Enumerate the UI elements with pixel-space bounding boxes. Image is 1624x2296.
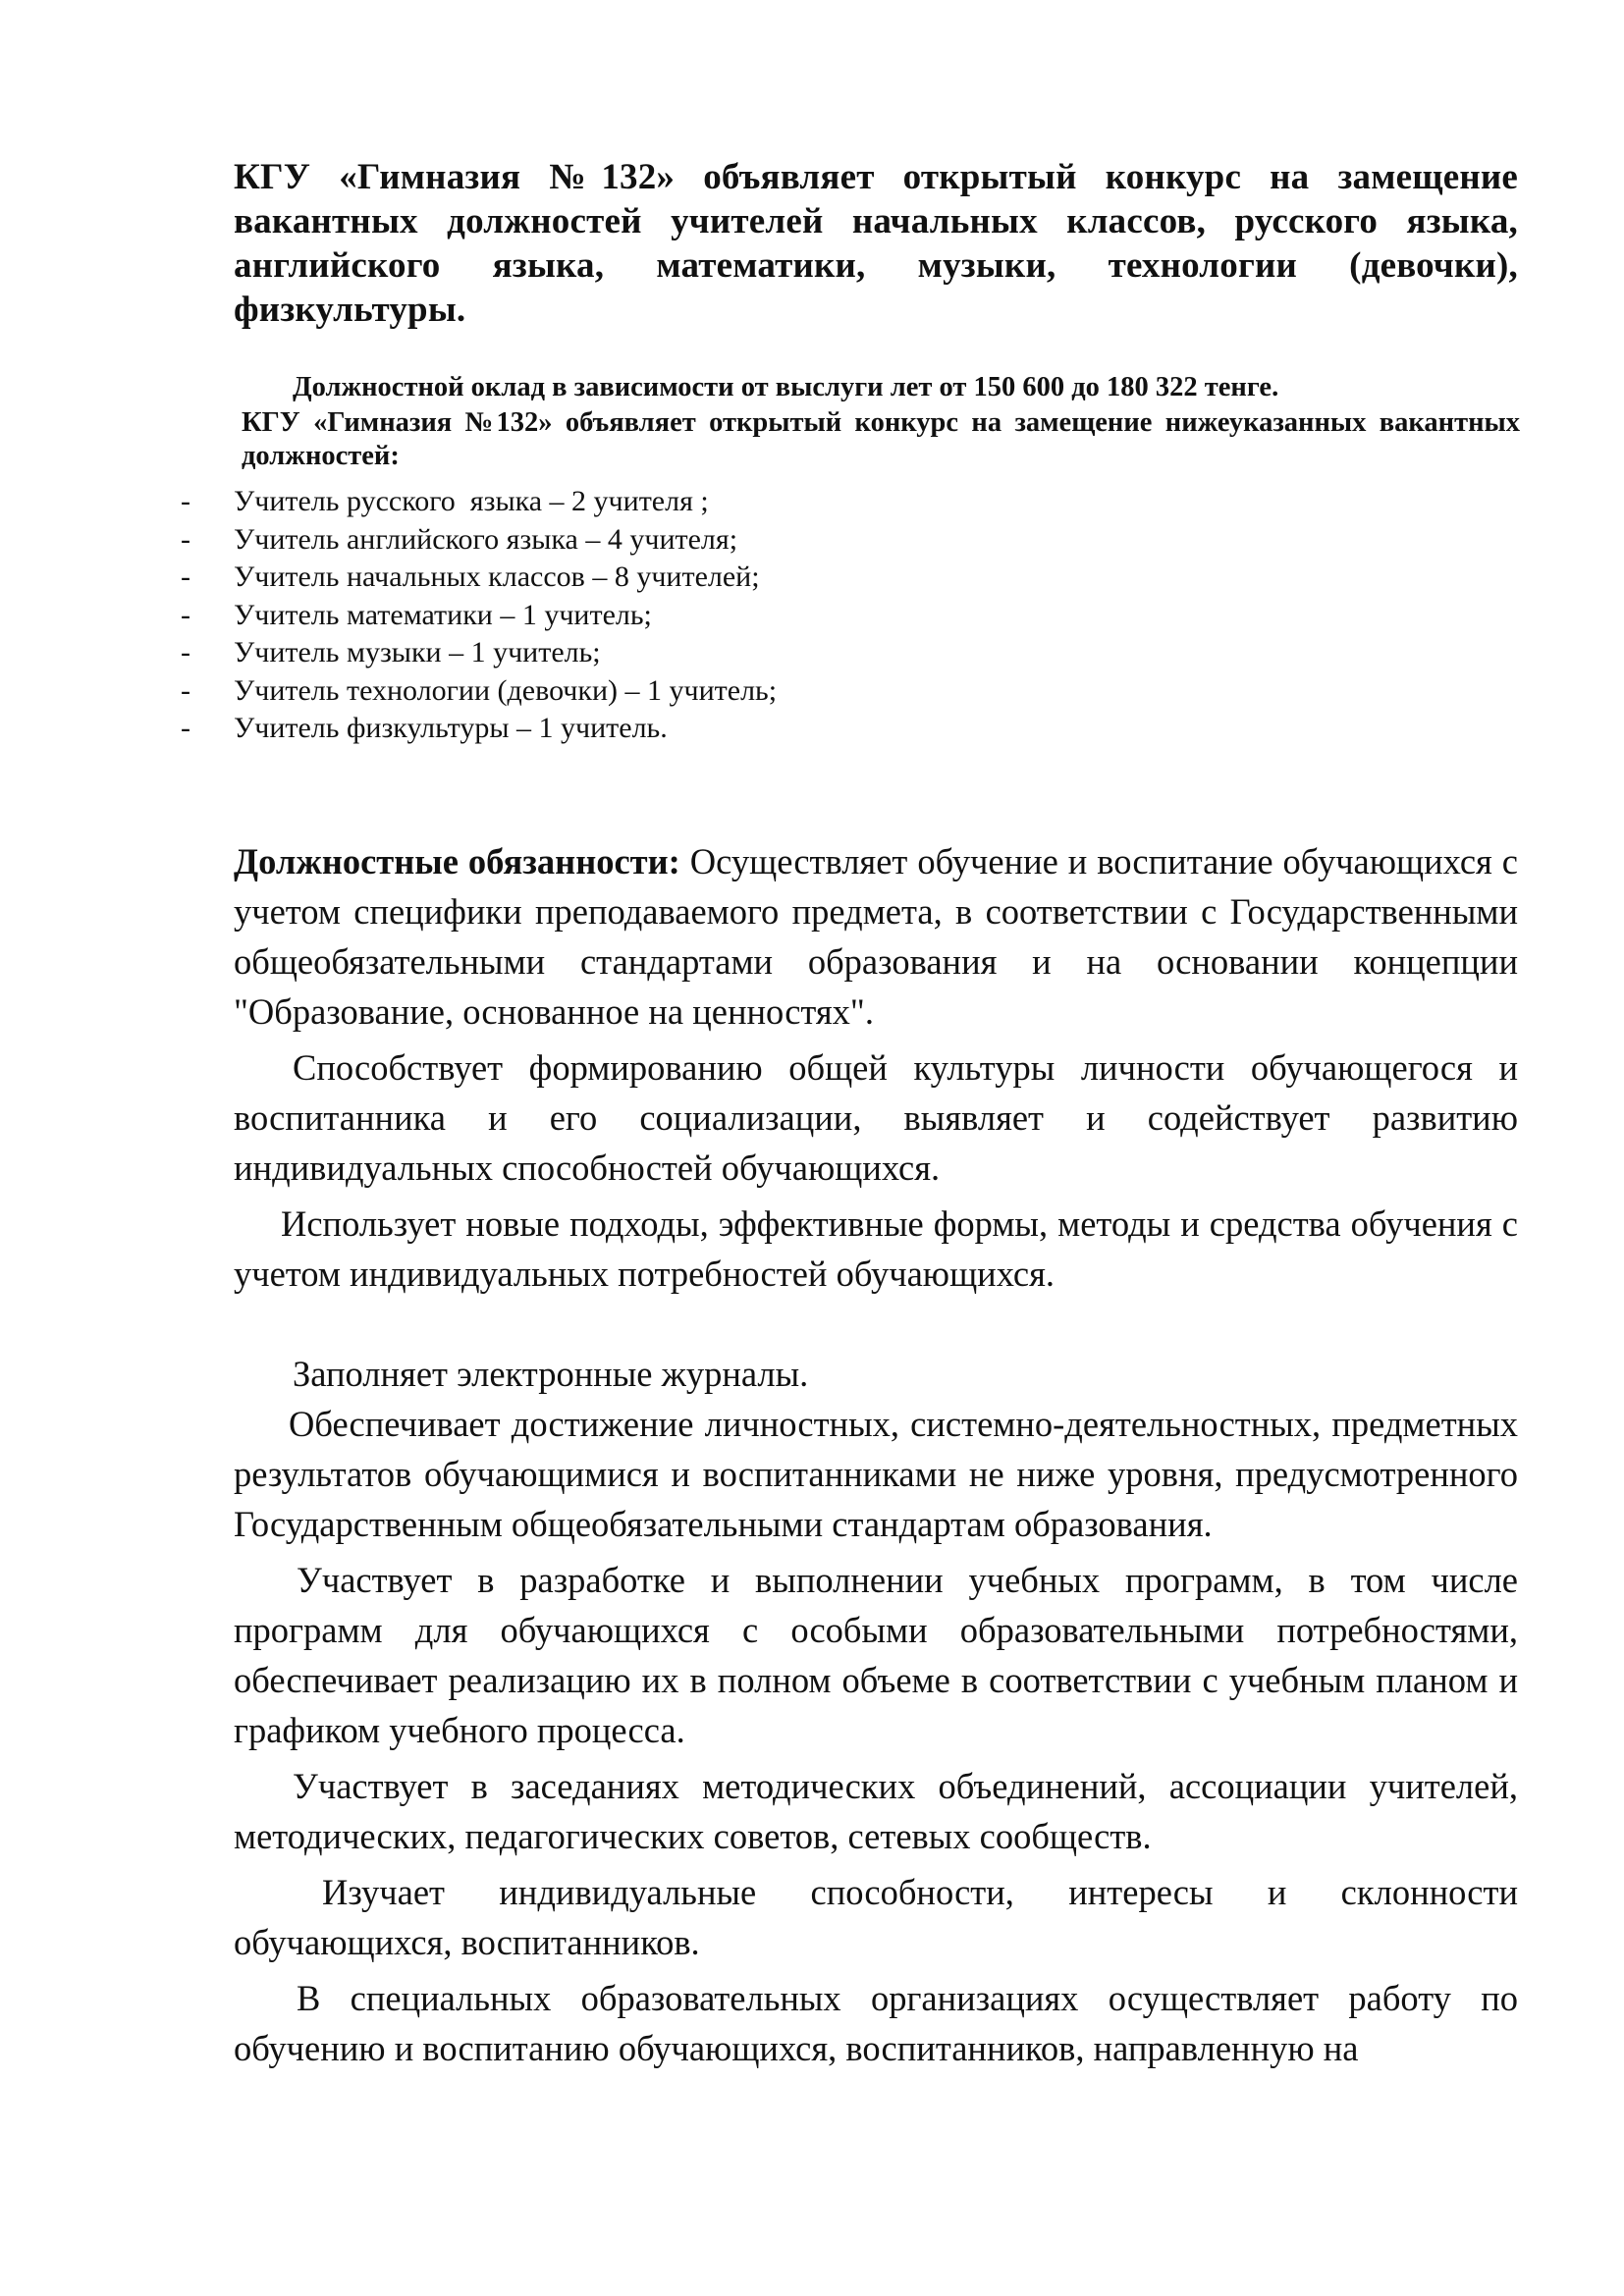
vacancy-text: Учитель английского языка – 4 учителя; [234,522,738,556]
vacancy-text: Учитель русского языка – 2 учителя ; [234,485,709,517]
duties-section [234,836,1518,2073]
announcement-text: КГУ «Гимназия №132» объявляет открытый конкурс на замещение нижеуказанных вакантных должностей: [242,407,1520,471]
vacancy-text: Учитель математики – 1 учитель; [234,598,652,631]
duty-paragraph: Обеспечивает достижение личностных, системно-деятельностных, предметных результатов обучающимися и воспитанниками не ниже уровня, предусмотренного Государственным общеобязательными стандартам образования. [234,1404,1518,1544]
duties-intro: Осуществляет обучение и воспитание обучающихся с учетом специфики преподаваемого предмета, в соответствии с Государственными общеобязательными стандартами образования и на основании концепции "Образование, основанное на ценностях". [234,841,1519,1032]
vacancy-item [181,634,777,672]
vacancy-text: Учитель технологии (девочки) – 1 учитель; [234,673,778,707]
duty-paragraph: Способствует формированию общей культуры личности обучающегося и воспитанника и его социализации, выявляет и содействует развитию индивидуальных способностей обучающихся. [234,1047,1518,1188]
duty-paragraph: Изучает индивидуальные способности, интересы и склонности обучающихся, воспитанников. [234,1872,1518,1962]
list-bullet: - [181,712,190,744]
duties-intro-paragraph [234,836,1518,1037]
document-title: КГУ «Гимназия №132» объявляет открытый конкурс на замещение вакантных должностей учителей начальных классов, русского языка, английского языка, математики, музыки, технологии (девочки), физкультуры. [234,157,1518,330]
vacancy-item [181,597,777,635]
duty-paragraph: Заполняет электронные журналы. [293,1354,809,1394]
list-bullet: - [181,561,190,593]
list-bullet: - [181,673,190,707]
list-bullet: - [181,522,190,556]
duty-paragraph: Участвует в разработке и выполнении учебных программ, в том числе программ для обучающихся с особыми образовательными потребностями, обеспечивает реализацию их в полном объеме в соответствии с учебным планом и графиком учебного процесса. [234,1560,1518,1750]
vacancy-item [181,710,777,748]
list-bullet: - [181,598,190,631]
duties-heading: Должностные обязанности: [234,841,680,881]
vacancy-item [181,672,777,711]
list-bullet: - [181,485,190,517]
salary-info: Должностной оклад в зависимости от выслуги лет от 150 600 до 180 322 тенге. [293,372,1279,402]
duty-paragraph: В специальных образовательных организациях осуществляет работу по обучению и воспитанию обучающихся, воспитанников, направленную на [234,1978,1518,2068]
duty-paragraph: Использует новые подходы, эффективные формы, методы и средства обучения с учетом индивидуальных потребностей обучающихся. [234,1203,1518,1294]
vacancy-text: Учитель физкультуры – 1 учитель. [234,712,668,744]
vacancy-item [181,483,777,521]
vacancy-text: Учитель начальных классов – 8 учителей; [234,561,760,593]
list-bullet: - [181,636,190,668]
vacancy-item [181,521,777,560]
duty-paragraph: Участвует в заседаниях методических объединений, ассоциации учителей, методических, педагогических советов, сетевых сообществ. [234,1766,1518,1856]
vacancy-list [181,483,777,748]
vacancy-item [181,559,777,597]
vacancy-text: Учитель музыки – 1 учитель; [234,636,601,668]
